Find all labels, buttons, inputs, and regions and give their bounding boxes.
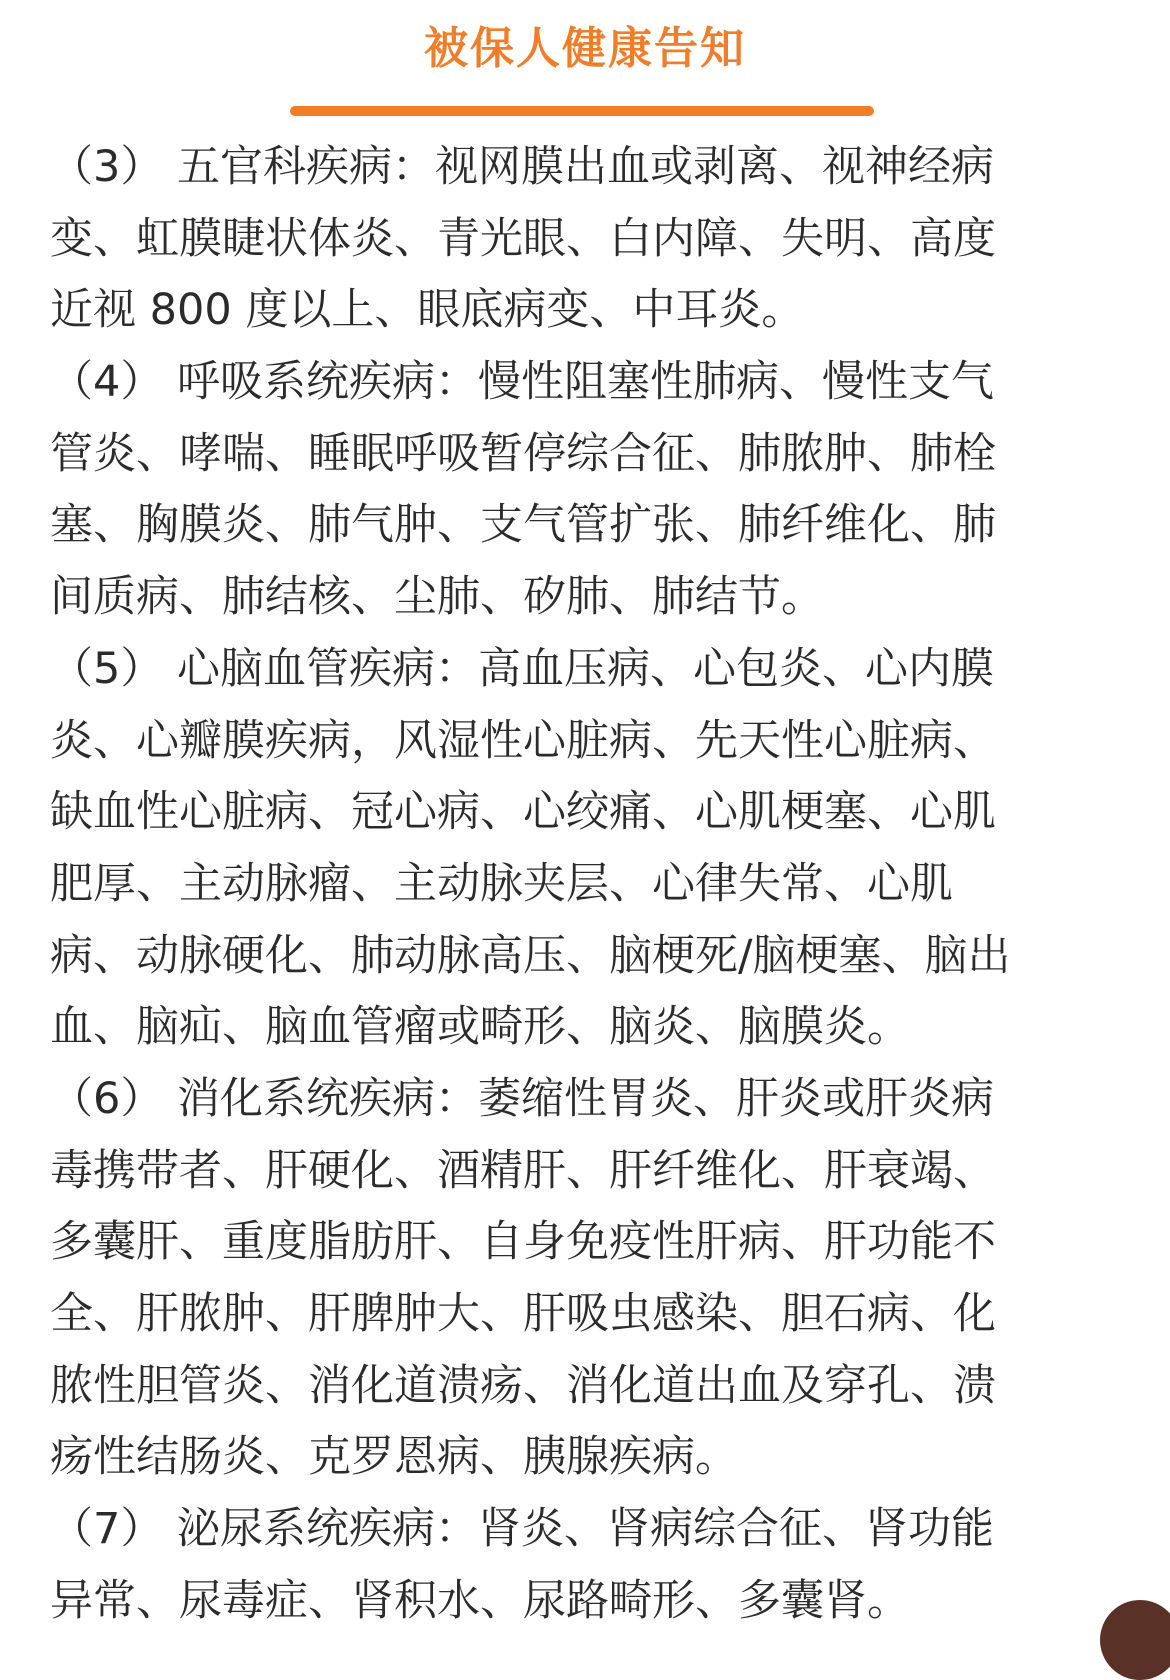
text-line: 变、虹膜睫状体炎、青光眼、白内障、失明、高度 — [50, 213, 996, 264]
text-line: 异常、尿毒症、肾积水、尿路畸形、多囊肾。 — [50, 1575, 910, 1626]
text-line: （6） 消化系统疾病：萎缩性胃炎、肝炎或肝炎病 — [50, 1073, 995, 1124]
text-line: 近视 800 度以上、眼底病变、中耳炎。 — [50, 285, 805, 336]
text-line: 缺血性心脏病、冠心病、心绞痛、心肌梗塞、心肌 — [50, 787, 996, 838]
health-notice-body — [50, 132, 1130, 1637]
text-line: 多囊肝、重度脂肪肝、自身免疫性肝病、肝功能不 — [50, 1217, 996, 1268]
text-line: 炎、心瓣膜疾病，风湿性心脏病、先天性心脏病、 — [50, 715, 996, 766]
text-line: 全、肝脓肿、肝脾肿大、肝吸虫感染、胆石病、化 — [50, 1289, 996, 1339]
text-line: （5） 心脑血管疾病：高血压病、心包炎、心内膜 — [50, 643, 995, 694]
text-line: 病、动脉硬化、肺动脉高压、脑梗死/脑梗塞、脑出 — [50, 930, 1011, 981]
text-line: 塞、胸膜炎、肺气肿、支气管扩张、肺纤维化、肺 — [50, 500, 996, 551]
page-title: 被保人健康告知 — [424, 23, 746, 74]
text-line: 疡性结肠炎、克罗恩病、胰腺疾病。 — [50, 1432, 738, 1483]
text-line: 肥厚、主动脉瘤、主动脉夹层、心律失常、心肌 — [50, 858, 953, 909]
text-line: 间质病、肺结核、尘肺、矽肺、肺结节。 — [50, 572, 824, 623]
title-underline — [290, 106, 874, 116]
text-line: （3） 五官科疾病：视网膜出血或剥离、视神经病 — [50, 142, 995, 192]
text-line: （4） 呼吸系统疾病：慢性阻塞性肺病、慢性支气 — [50, 357, 995, 408]
text-line: 毒携带者、肝硬化、酒精肝、肝纤维化、肝衰竭、 — [50, 1145, 996, 1196]
text-line: 脓性胆管炎、消化道溃疡、消化道出血及穿孔、溃 — [50, 1360, 996, 1411]
text-line: （7） 泌尿系统疾病：肾炎、肾病综合征、肾功能 — [50, 1504, 995, 1555]
text-line: 管炎、哮喘、睡眠呼吸暂停综合征、肺脓肿、肺栓 — [50, 428, 996, 479]
avatar[interactable] — [1100, 1600, 1170, 1680]
text-line: 血、脑疝、脑血管瘤或畸形、脑炎、脑膜炎。 — [50, 1002, 910, 1053]
